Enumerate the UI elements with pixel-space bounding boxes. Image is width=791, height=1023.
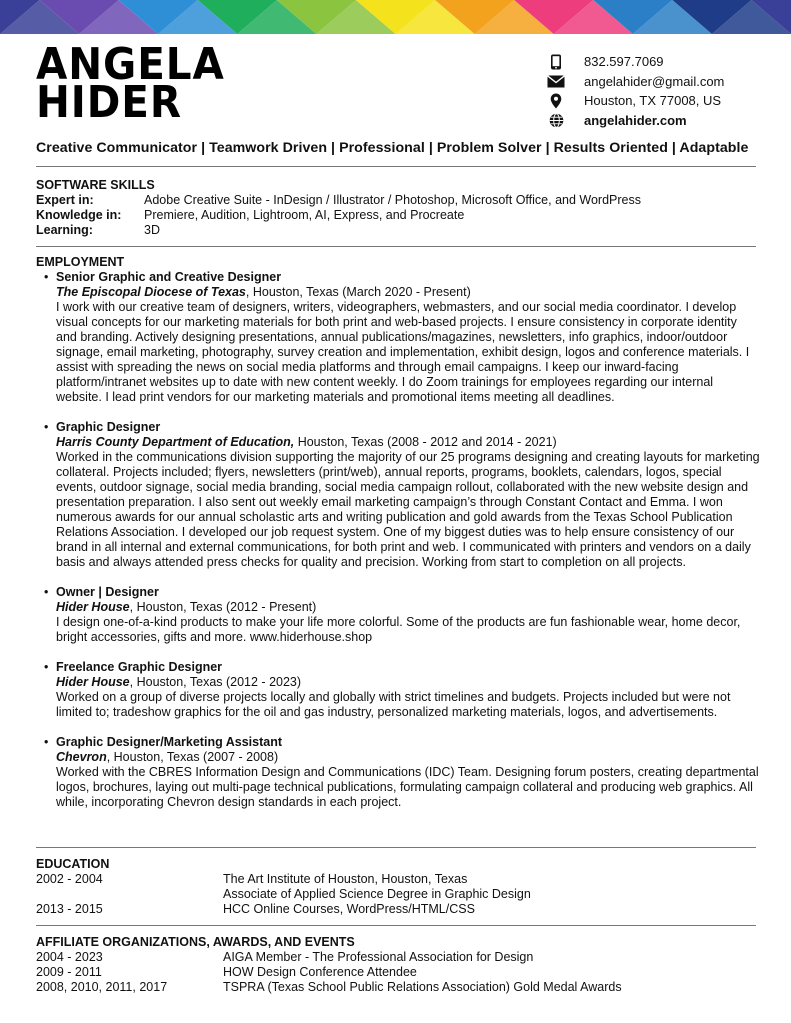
contact-block <box>546 52 724 130</box>
education-row <box>36 887 531 902</box>
phone-text[interactable]: 832.597.7069 <box>584 54 664 70</box>
job-entry <box>44 420 760 570</box>
skill-value: Adobe Creative Suite - InDesign / Illustrator / Photoshop, Microsoft Office, and WordPress <box>144 193 641 207</box>
education-list <box>36 872 531 917</box>
job-title: Senior Graphic and Creative Designer <box>56 270 282 284</box>
job-entry <box>44 735 760 810</box>
affiliations-list <box>36 950 622 995</box>
employment-heading: EMPLOYMENT <box>36 255 125 269</box>
education-text: Associate of Applied Science Degree in Graphic Design <box>223 887 531 901</box>
contact-location <box>546 91 724 111</box>
name-heading <box>36 39 225 128</box>
color-triangle-banner <box>0 0 791 34</box>
job-org: Hider House <box>56 600 130 614</box>
affiliation-row <box>36 980 622 995</box>
skill-value: 3D <box>144 223 160 237</box>
tagline: Creative Communicator | Teamwork Driven | Professional | Problem Solver | Results Oriented | Adaptable <box>36 140 749 156</box>
education-date: 2002 - 2004 <box>36 872 103 886</box>
skill-label: Expert in: <box>36 193 94 207</box>
affiliation-date: 2009 - 2011 <box>36 965 102 979</box>
affiliation-row <box>36 950 622 965</box>
job-meta <box>56 675 760 690</box>
globe-icon <box>546 112 566 128</box>
job-description: I work with our creative team of designers, writers, videographers, webmasters, and our social media coordinator. I develop visual concepts for our marketing materials for both print and web-based projects. I ensure consistency in corporate identity and branding. Actively designing presentations, annual publications/magazines, newsletters, info graphics, indoor/outdoor signage, email marketing, photography, survey creation and implementation, exhibit design, logos and conference materials. I assist with spreading the news on social media platforms and through email campaigns. I keep our inward-facing platform/intranet websites up to date with new content weekly. I do Zoom trainings for employees regarding our internal website. I lead print vendors for our marketing materials and promotional items meeting all deadlines. <box>56 300 750 404</box>
job-org: Harris County Department of Education, <box>56 435 295 449</box>
bullet: • <box>44 735 49 749</box>
job-meta <box>56 600 760 615</box>
divider <box>36 847 756 848</box>
affiliation-date: 2008, 2010, 2011, 2017 <box>36 980 168 994</box>
bullet: • <box>44 270 49 284</box>
contact-phone <box>546 52 724 72</box>
job-description: Worked with the CBRES Information Design and Communications (IDC) Team. Designing forum posters, creating departmental logos, brochures, laying out multi-page technical publications, formulating campaign collateral and producing web graphics. All while, incorporating Chevron design standards in each project. <box>56 765 759 809</box>
software-skills-heading: SOFTWARE SKILLS <box>36 178 155 192</box>
skill-row <box>36 223 641 238</box>
location-pin-icon <box>546 93 566 109</box>
skill-row <box>36 208 641 223</box>
divider <box>36 925 756 926</box>
education-row <box>36 872 531 887</box>
job-entry <box>44 585 760 645</box>
job-details: , Houston, Texas (2012 - Present) <box>129 600 317 614</box>
email-text[interactable]: angelahider@gmail.com <box>584 73 725 89</box>
education-row <box>36 902 531 917</box>
affiliation-text: HOW Design Conference Attendee <box>223 965 417 979</box>
job-title: Owner | Designer <box>56 585 159 599</box>
job-details: , Houston, Texas (2007 - 2008) <box>106 750 279 764</box>
education-heading: EDUCATION <box>36 857 110 871</box>
job-description: Worked in the communications division supporting the majority of our 25 programs designing and creating layouts for marketing collateral. Projects included; flyers, newsletters (print/web), annual reports, programs, booklets, calendars, logos, special events, outdoor signage, social media branding, social media campaign rollout, collaborated with the new website design and presentation preparation. I also sent out weekly email marketing campaign’s through Constant Contact and Emma. I won numerous awards for our annual scholastic arts and writing publication and gold awards from the Texas School Publication Relations Association. I developed our job request system. One of my biggest duties was to help ensure consistency of our brand in all internal and external communications, for both print and web. I communicated with printers and vendors on a daily basis and always attended press checks for quality and precision. Working from start to completion on all projects. <box>56 450 760 569</box>
education-text: HCC Online Courses, WordPress/HTML/CSS <box>223 902 475 916</box>
divider <box>36 166 756 167</box>
employment-list <box>44 270 760 810</box>
education-date: 2013 - 2015 <box>36 902 103 916</box>
last-name: HIDER <box>36 77 182 128</box>
job-details: Houston, Texas (2008 - 2012 and 2014 - 2021) <box>294 435 557 449</box>
job-description: I design one-of-a-kind products to make your life more colorful. Some of the products are fun fashionable wear, home decor, bright accessories, gifts and more. www.hiderhouse.shop <box>56 615 741 644</box>
phone-icon <box>546 54 566 70</box>
skill-row <box>36 193 641 208</box>
bullet: • <box>44 585 49 599</box>
job-details: , Houston, Texas (March 2020 - Present) <box>245 285 471 299</box>
job-title: Graphic Designer <box>56 420 161 434</box>
job-meta <box>56 285 760 300</box>
job-entry <box>44 270 760 405</box>
education-date <box>36 887 223 902</box>
job-meta <box>56 435 760 450</box>
affiliations-heading: AFFILIATE ORGANIZATIONS, AWARDS, AND EVENTS <box>36 935 355 949</box>
job-org: Hider House <box>56 675 130 689</box>
job-title: Freelance Graphic Designer <box>56 660 223 674</box>
first-name: ANGELA <box>36 39 225 90</box>
affiliation-text: TSPRA (Texas School Public Relations Association) Gold Medal Awards <box>223 980 622 994</box>
contact-website <box>546 111 724 131</box>
contact-email <box>546 72 724 92</box>
job-description: Worked on a group of diverse projects locally and globally with strict timelines and budgets. Projects included but were not limited to; tradeshow graphics for the oil and gas industry, personalized marketing materials, logos, and advertisements. <box>56 690 731 719</box>
mail-icon <box>546 73 566 89</box>
bullet: • <box>44 420 49 434</box>
software-skills-list <box>36 193 641 238</box>
skill-label: Learning: <box>36 223 93 237</box>
job-meta <box>56 750 760 765</box>
job-entry <box>44 660 760 720</box>
education-text: The Art Institute of Houston, Houston, Texas <box>223 872 468 886</box>
location-text: Houston, TX 77008, US <box>584 93 722 109</box>
divider <box>36 246 756 247</box>
job-details: , Houston, Texas (2012 - 2023) <box>129 675 302 689</box>
skill-label: Knowledge in: <box>36 208 122 222</box>
affiliation-date: 2004 - 2023 <box>36 950 103 964</box>
affiliation-text: AIGA Member - The Professional Association for Design <box>223 950 534 964</box>
job-org: The Episcopal Diocese of Texas <box>56 285 246 299</box>
bullet: • <box>44 660 49 674</box>
affiliation-row <box>36 965 622 980</box>
job-title: Graphic Designer/Marketing Assistant <box>56 735 282 749</box>
skill-value: Premiere, Audition, Lightroom, AI, Express, and Procreate <box>144 208 465 222</box>
website-link[interactable]: angelahider.com <box>584 112 687 128</box>
job-org: Chevron <box>56 750 107 764</box>
